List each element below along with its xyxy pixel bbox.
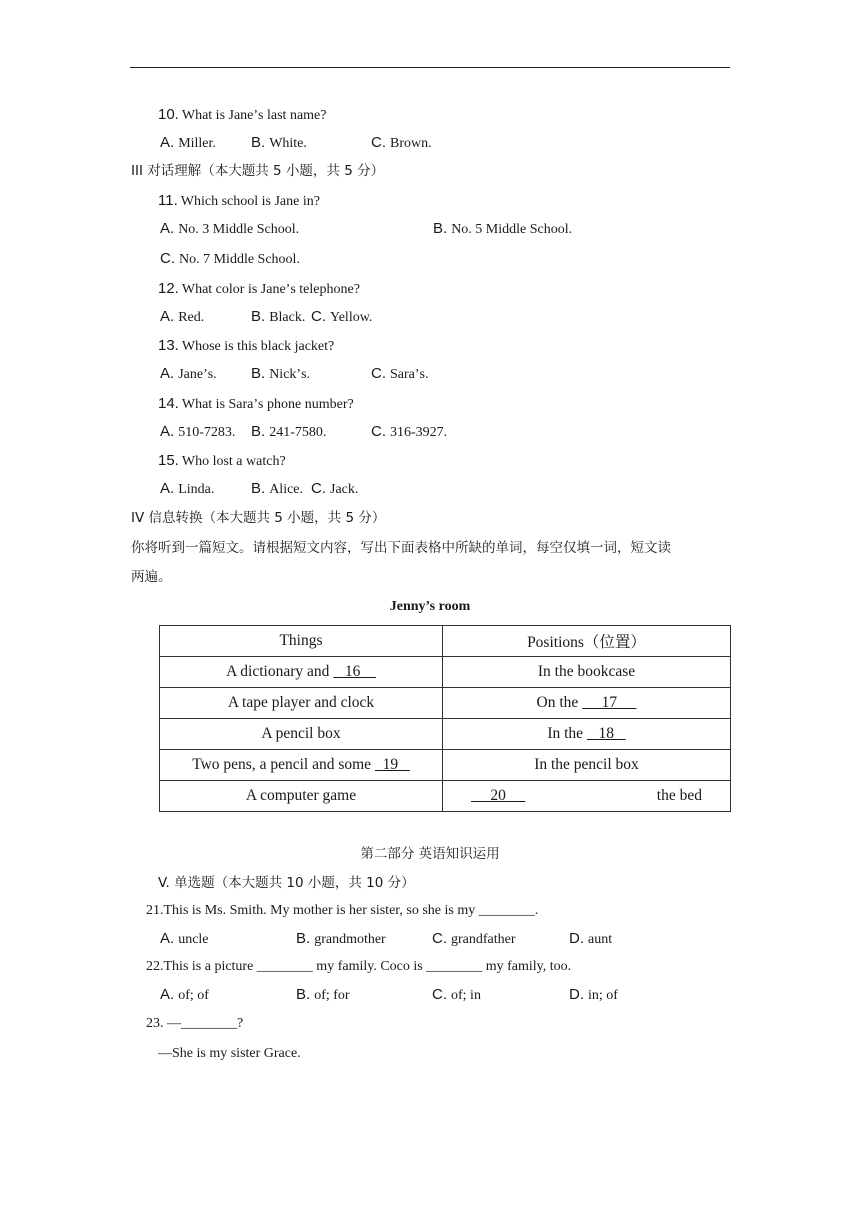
option-b: B. White. (251, 134, 307, 151)
option-c: C. Yellow. (311, 308, 373, 325)
option-a: A. Red. (160, 308, 205, 325)
question-14: 14. What is Saraʼs phone number? (158, 395, 354, 412)
option-a: A. Linda. (160, 480, 215, 497)
option-d: D. aunt (569, 930, 613, 947)
position-cell: In the bookcase (443, 657, 731, 688)
question-12: 12. What color is Janeʼs telephone? (158, 280, 360, 297)
option-b: B. Alice. (251, 480, 304, 497)
option-c: C. Saraʼs. (371, 365, 429, 382)
section-5-title: V. 单选题（本大题共 10 小题，共 10 分） (158, 875, 415, 891)
option-a: A. of; of (160, 986, 209, 1003)
question-text: What is Janeʼs last name? (181, 108, 327, 123)
header-rule (130, 67, 730, 68)
table-row (160, 750, 731, 781)
question-23: 23. —________? (146, 1016, 244, 1031)
option-c: C. of; in (432, 986, 481, 1003)
answer-blank-19: 19 (382, 756, 399, 773)
option-b: B. Black. (251, 308, 306, 325)
question-11: 11. Which school is Jane in? (158, 192, 320, 209)
option-b: B. Nickʼs. (251, 365, 311, 382)
option-c: C. 316-3927. (371, 423, 448, 440)
section-4-instructions: 你将听到一篇短文。请根据短文内容，写出下面表格中所缺的单词，每空仅填一词，短文读 (131, 540, 671, 556)
section-3-title: III 对话理解（本大题共 5 小题，共 5 分） (131, 163, 385, 179)
answer-blank-17: 17 (601, 694, 618, 711)
question-22: 22.This is a picture ________ my family. Coco is ________ my family, too. (146, 959, 572, 974)
option-b: B. of; for (296, 986, 350, 1003)
header-things: Things (160, 626, 443, 657)
table-row (160, 657, 731, 688)
option-d: D. in; of (569, 986, 618, 1003)
option-c: C. Jack. (311, 480, 359, 497)
answer-blank-18: 18 (598, 725, 615, 742)
thing-cell: A computer game (160, 781, 443, 812)
jennys-room-table (159, 625, 731, 812)
option-a: A. No. 3 Middle School. (160, 220, 300, 237)
position-cell: In the pencil box (443, 750, 731, 781)
table-header-row (160, 626, 731, 657)
question-number: 10. (158, 106, 179, 123)
option-a: A. 510-7283. (160, 423, 236, 440)
question-23-response: —She is my sister Grace. (158, 1046, 301, 1061)
header-positions: Positions（位置） (443, 626, 731, 657)
question-10 (158, 106, 326, 125)
thing-cell: Two pens, a pencil and some 19 (160, 750, 443, 781)
option-c: C. No. 7 Middle School. (160, 250, 300, 267)
question-21: 21.This is Ms. Smith. My mother is her sister, so she is my ________. (146, 903, 539, 918)
position-cell: On the 17 (443, 688, 731, 719)
thing-cell: A tape player and clock (160, 688, 443, 719)
option-c: C. grandfather (432, 930, 516, 947)
thing-cell: A pencil box (160, 719, 443, 750)
option-a: A. Janeʼs. (160, 365, 217, 382)
option-a: A. Miller. (160, 134, 216, 151)
table-row (160, 781, 731, 812)
option-b: B. No. 5 Middle School. (433, 220, 573, 237)
table-row (160, 688, 731, 719)
section-4-instructions-cont: 两遍。 (131, 569, 172, 585)
question-13: 13. Whose is this black jacket? (158, 337, 335, 354)
answer-blank-16: 16 (344, 663, 361, 680)
option-b: B. grandmother (296, 930, 386, 947)
answer-blank-20: 20 (490, 787, 506, 804)
position-cell: In the 18 (443, 719, 731, 750)
position-cell: 20 the bed (443, 781, 731, 812)
part-2-title: 第二部分 英语知识运用 (360, 846, 500, 862)
question-15: 15. Who lost a watch? (158, 452, 286, 469)
option-b: B. 241-7580. (251, 423, 327, 440)
option-a: A. uncle (160, 930, 209, 947)
table-caption: Jenny’s room (389, 599, 471, 614)
thing-cell: A dictionary and 16 (160, 657, 443, 688)
option-c: C. Brown. (371, 134, 432, 151)
table-row (160, 719, 731, 750)
section-4-title: IV 信息转换（本大题共 5 小题，共 5 分） (131, 510, 386, 526)
